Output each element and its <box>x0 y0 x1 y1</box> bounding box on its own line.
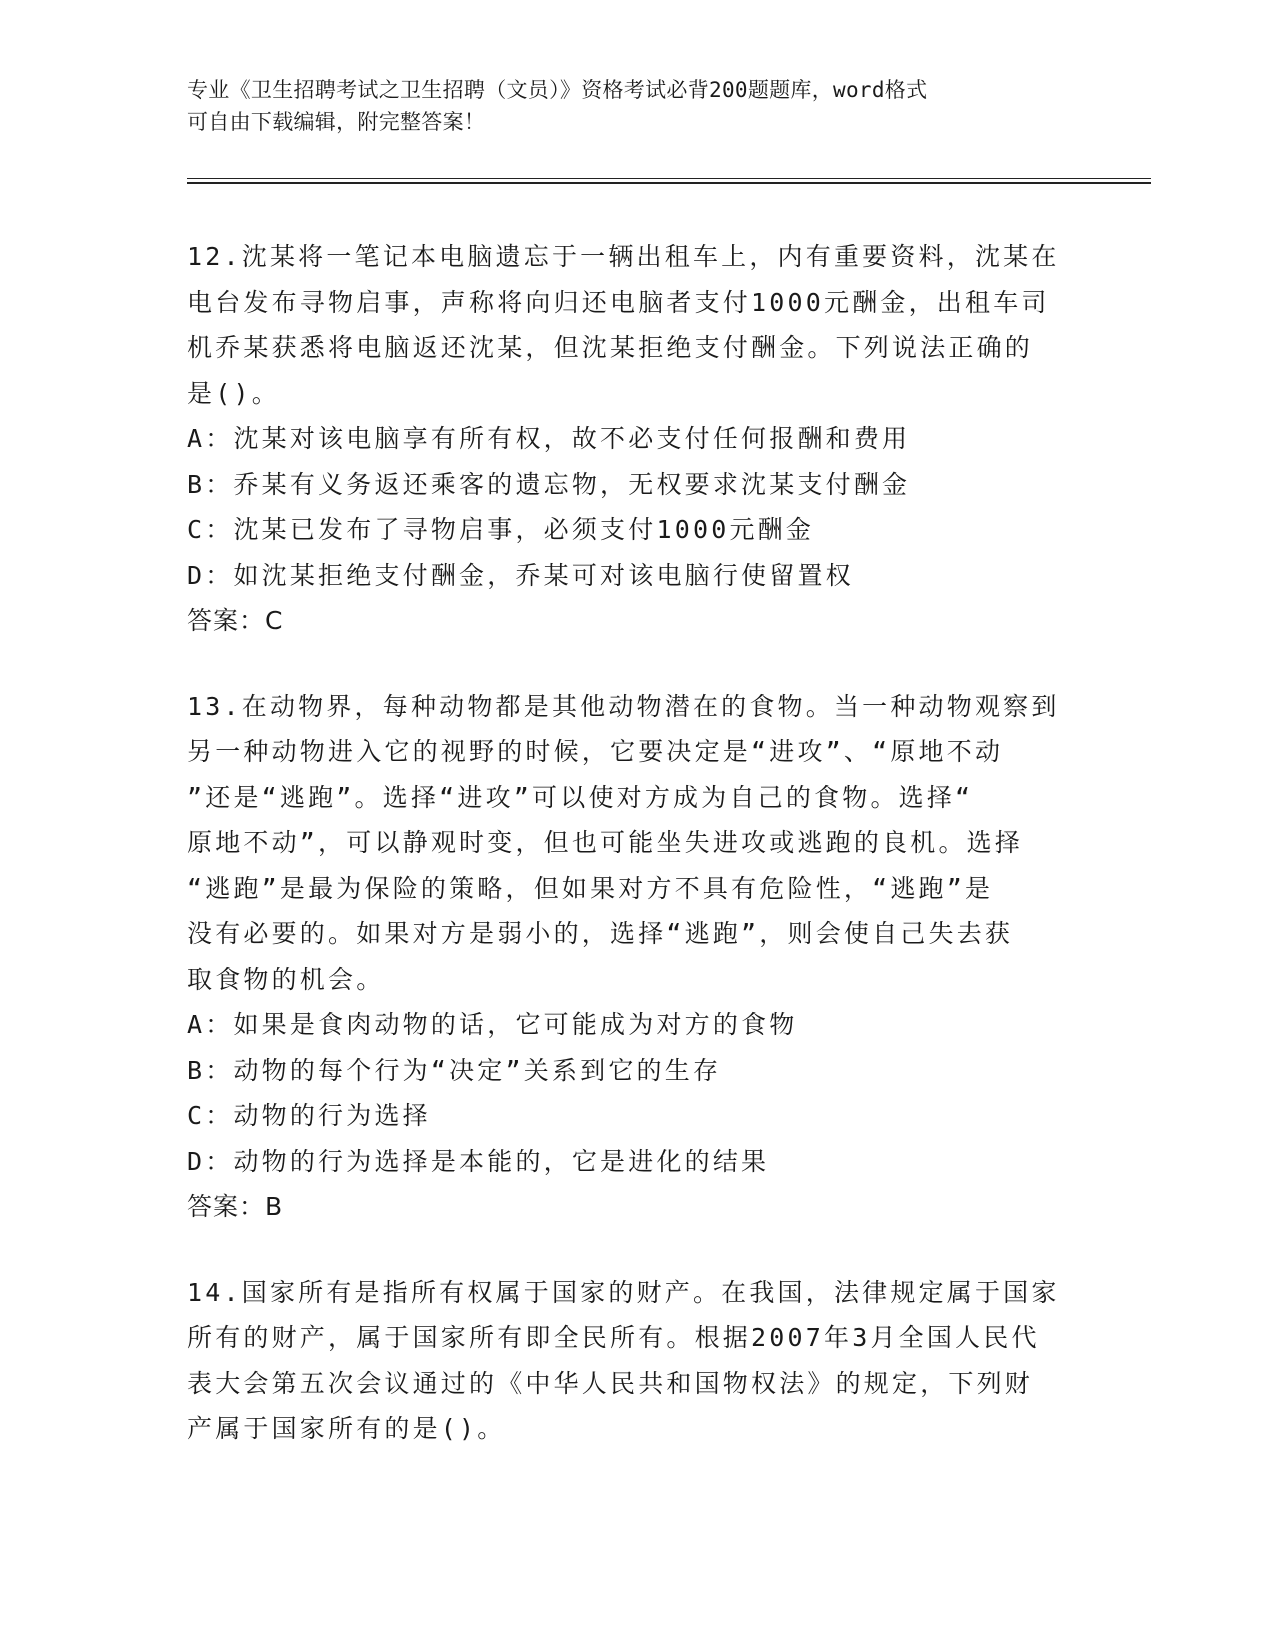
question-text-line: 13.在动物界，每种动物都是其他动物潜在的食物。当一种动物观察到 <box>187 691 1060 721</box>
option-d: D：如沈某拒绝支付酬金，乔某可对该电脑行使留置权 <box>187 560 854 590</box>
question-text-line: ”还是“逃跑”。选择“进攻”可以使对方成为自己的食物。选择“ <box>187 782 974 812</box>
header-title-line-1: 专业《卫生招聘考试之卫生招聘（文员）》资格考试必背200题题库，word格式 <box>187 78 928 102</box>
option-b: B：动物的每个行为“决定”关系到它的生存 <box>187 1055 722 1085</box>
question-text-line: 是()。 <box>187 378 280 408</box>
answer-label: 答案：C <box>187 606 284 635</box>
question-13 <box>187 684 1067 1230</box>
question-text-line: 12.沈某将一笔记本电脑遗忘于一辆出租车上，内有重要资料，沈某在 <box>187 242 1060 271</box>
option-a: A：沈某对该电脑享有所有权，故不必支付任何报酬和费用 <box>187 424 911 453</box>
header-title-line-2: 可自由下载编辑，附完整答案！ <box>187 110 486 134</box>
header-divider-thick <box>187 182 1151 184</box>
question-text-line: 取食物的机会。 <box>187 964 385 994</box>
question-text-line: 电台发布寻物启事，声称将向归还电脑者支付1000元酬金，出租车司 <box>187 287 1050 317</box>
question-text-line: 机乔某获悉将电脑返还沈某，但沈某拒绝支付酬金。下列说法正确的 <box>187 333 1034 362</box>
question-text-line: 没有必要的。如果对方是弱小的，选择“逃跑”，则会使自己失去获 <box>187 919 1014 948</box>
question-text-line: 所有的财产，属于国家所有即全民所有。根据2007年3月全国人民代 <box>187 1323 1040 1352</box>
question-text-line: 产属于国家所有的是()。 <box>187 1414 506 1443</box>
question-text-line: 表大会第五次会议通过的《中华人民共和国物权法》的规定，下列财 <box>187 1368 1034 1398</box>
document-header <box>187 74 1067 138</box>
option-c: C：沈某已发布了寻物启事，必须支付1000元酬金 <box>187 515 815 544</box>
question-list <box>187 234 1067 1492</box>
answer-label: 答案：B <box>187 1192 284 1221</box>
option-c: C：动物的行为选择 <box>187 1101 431 1130</box>
header-divider-thin <box>187 178 1151 179</box>
question-14 <box>187 1270 1067 1452</box>
question-text-line: 14.国家所有是指所有权属于国家的财产。在我国，法律规定属于国家 <box>187 1277 1060 1307</box>
question-text-line: 原地不动”，可以静观时变，但也可能坐失进攻或逃跑的良机。选择 <box>187 828 1024 857</box>
option-a: A：如果是食肉动物的话，它可能成为对方的食物 <box>187 1010 798 1039</box>
option-d: D：动物的行为选择是本能的，它是进化的结果 <box>187 1146 770 1176</box>
option-b: B：乔某有义务返还乘客的遗忘物，无权要求沈某支付酬金 <box>187 469 911 499</box>
question-text-line: “逃跑”是最为保险的策略，但如果对方不具有危险性，“逃跑”是 <box>187 873 994 903</box>
question-12 <box>187 234 1067 644</box>
question-text-line: 另一种动物进入它的视野的时候，它要决定是“进攻”、“原地不动 <box>187 737 1004 766</box>
